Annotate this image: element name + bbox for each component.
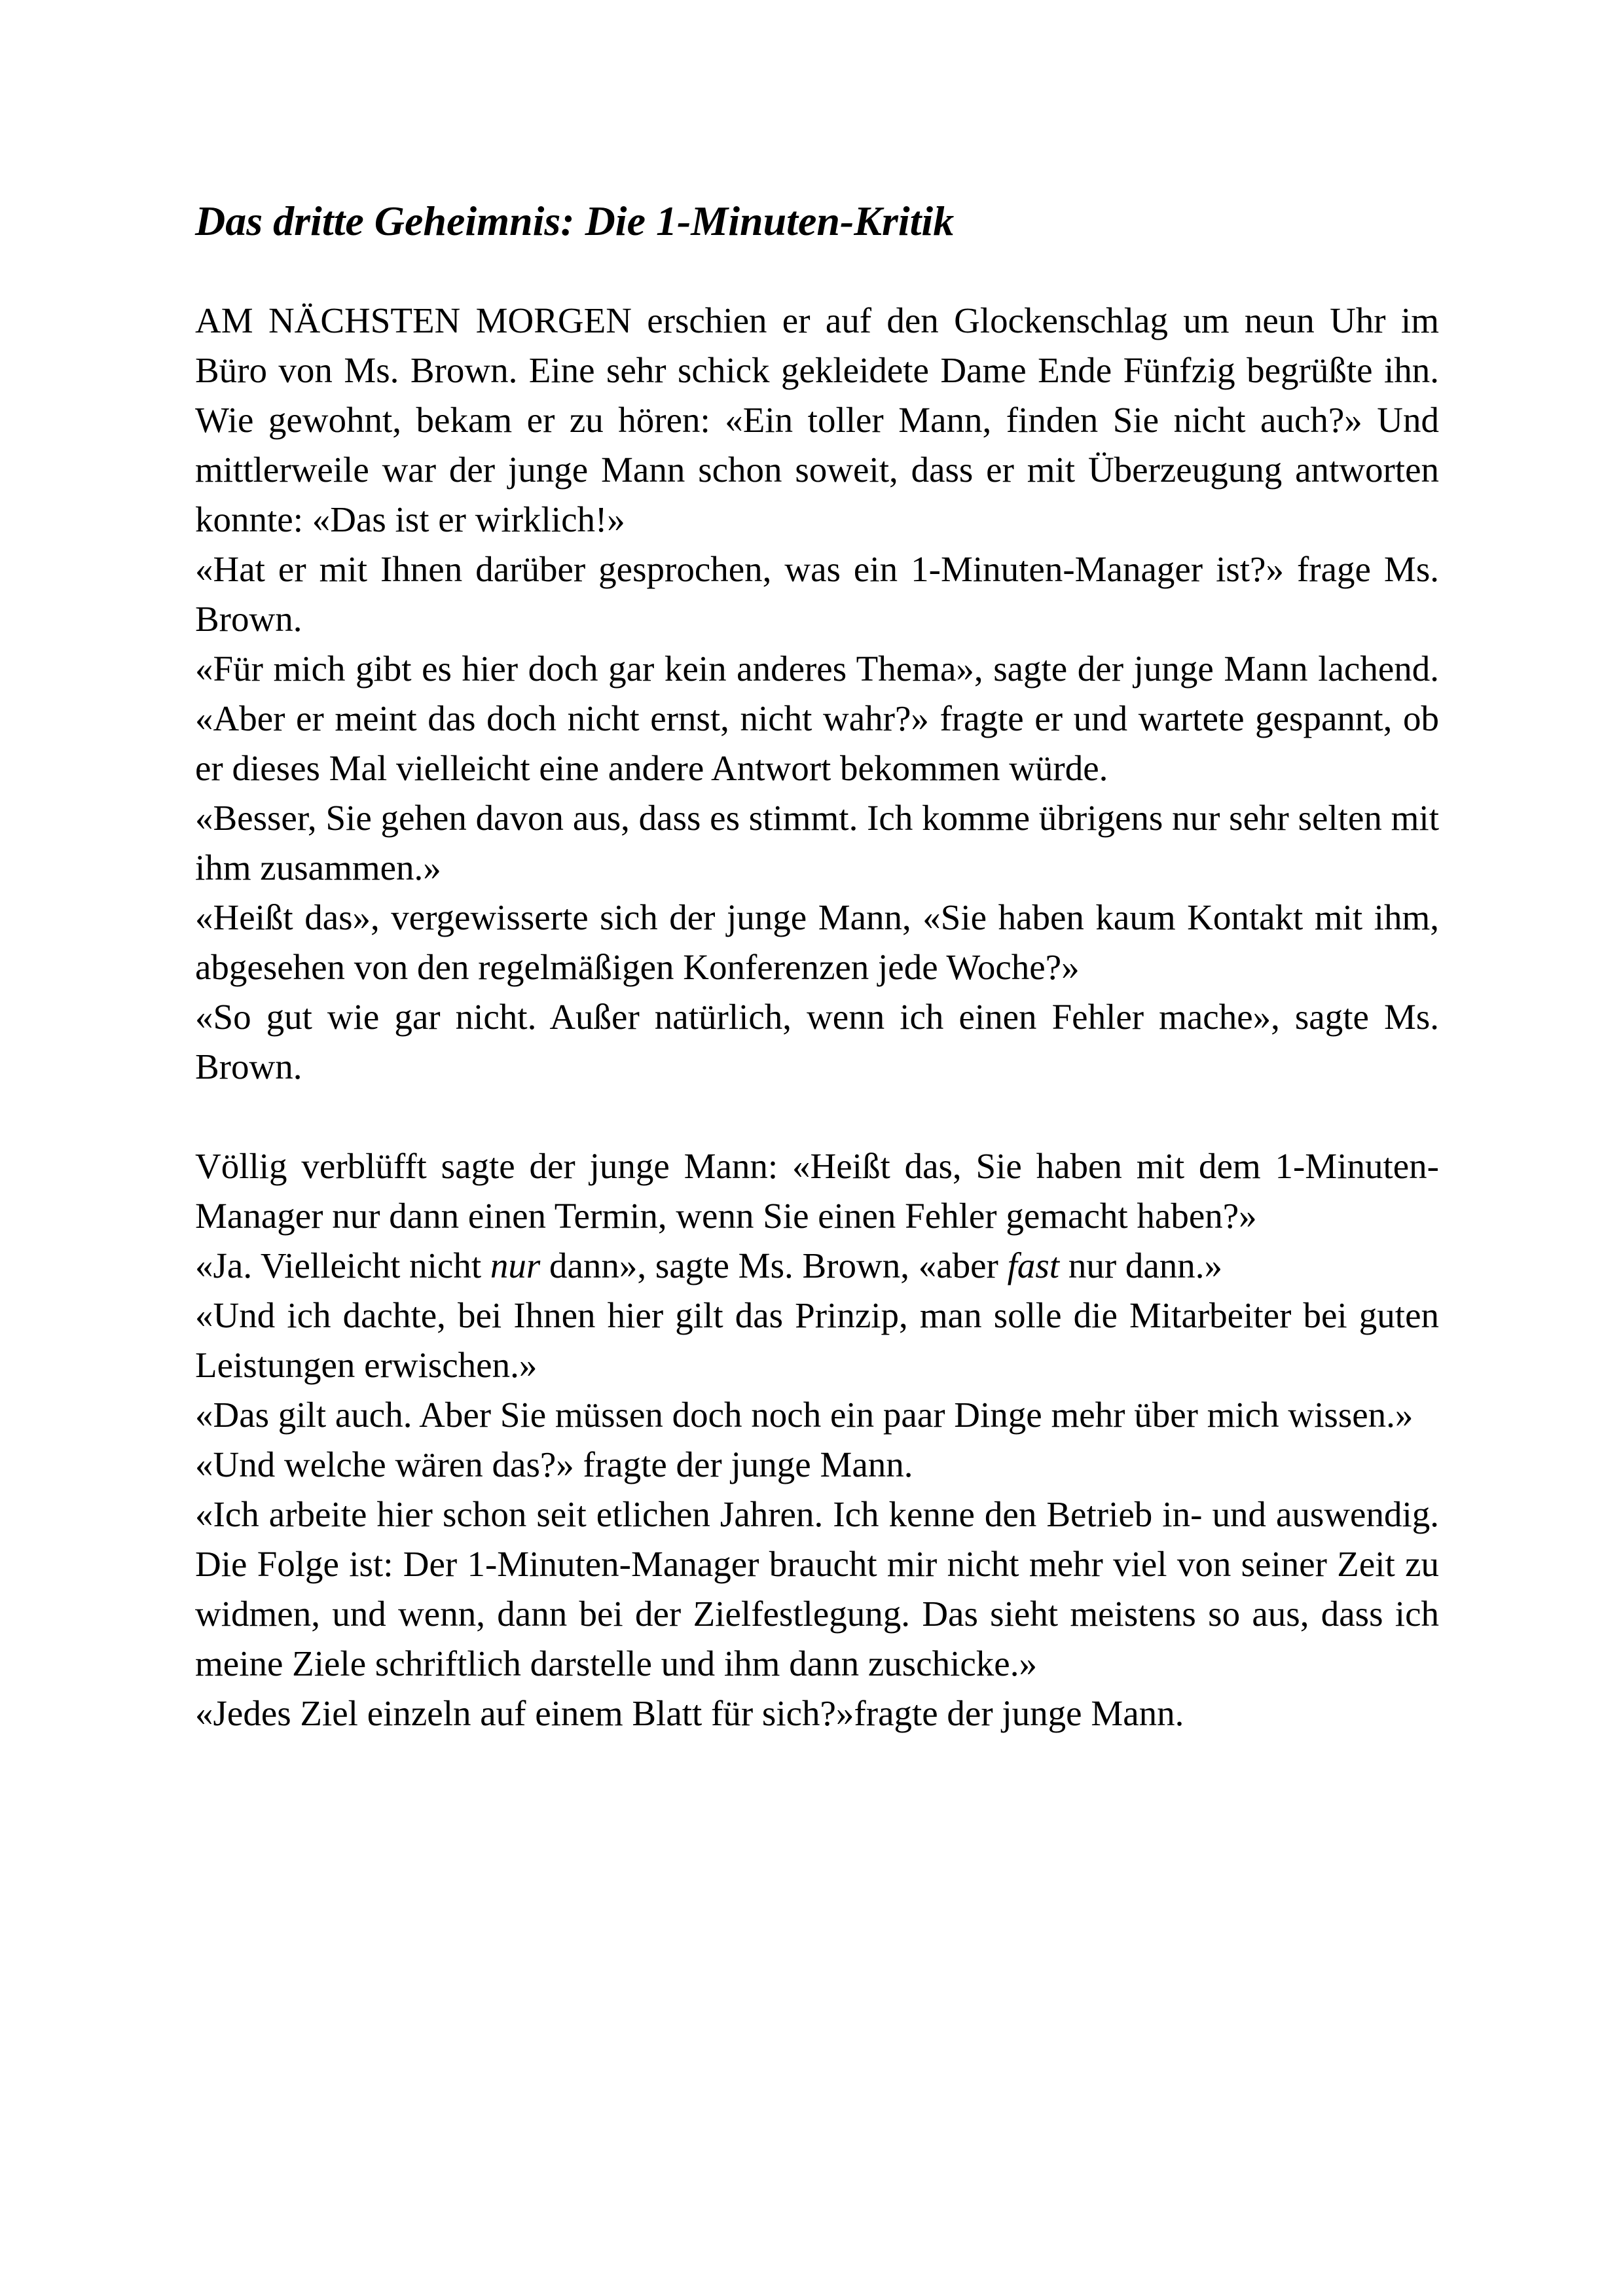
emphasis-text: fast — [1007, 1246, 1060, 1285]
document-page — [195, 194, 1439, 1738]
paragraph-spacer — [195, 1092, 1439, 1141]
paragraph: «Heißt das», vergewisserte sich der junge Mann, «Sie haben kaum Kontakt mit ihm, abgesehen von den regelmäßigen Konferenzen jede Woche?» — [195, 897, 1439, 987]
paragraph: «Für mich gibt es hier doch gar kein anderes Thema», sagte der junge Mann lachend. «Aber er meint das doch nicht ernst, nicht wahr?» fragte er und wartete gespannt, ob er dieses Mal vielleicht eine andere Antwort bekommen würde. — [195, 649, 1439, 788]
paragraph: «Das gilt auch. Aber Sie müssen doch noch ein paar Dinge mehr über mich wissen.» — [195, 1395, 1413, 1435]
paragraph-text: «Ja. Vielleicht nicht — [195, 1246, 490, 1285]
paragraph-text: nur dann.» — [1059, 1246, 1223, 1285]
paragraph: «Und welche wären das?» fragte der junge Mann. — [195, 1444, 913, 1484]
paragraph: «Besser, Sie gehen davon aus, dass es stimmt. Ich komme übrigens nur sehr selten mit ihm zusammen.» — [195, 798, 1439, 888]
paragraph: «So gut wie gar nicht. Außer natürlich, wenn ich einen Fehler mache», sagte Ms. Brown. — [195, 997, 1439, 1086]
chapter-body — [195, 296, 1439, 1738]
paragraph: «Jedes Ziel einzeln auf einem Blatt für sich?»fragte der junge Mann. — [195, 1693, 1184, 1733]
emphasis-text: nur — [490, 1246, 541, 1285]
chapter-title: Das dritte Geheimnis: Die 1-Minuten-Kritik — [195, 198, 955, 244]
paragraph: «Ich arbeite hier schon seit etlichen Jahren. Ich kenne den Betrieb in- und auswendig. Die Folge ist: Der 1-Minuten-Manager braucht mir nicht mehr viel von seiner Zeit zu widmen, und wenn, dann bei der Zielfestlegung. Das sieht meistens so aus, dass ich meine Ziele schriftlich darstelle und ihm dann zuschicke.» — [195, 1494, 1439, 1683]
paragraph: «Und ich dachte, bei Ihnen hier gilt das Prinzip, man solle die Mitarbeiter bei guten Leistungen erwischen.» — [195, 1295, 1439, 1385]
paragraph — [195, 1241, 1439, 1291]
paragraph-text: dann», sagte Ms. Brown, «aber — [540, 1246, 1008, 1285]
paragraph: Völlig verblüfft sagte der junge Mann: «Heißt das, Sie haben mit dem 1-Minuten-Manager nur dann einen Termin, wenn Sie einen Fehler gemacht haben?» — [195, 1146, 1439, 1236]
paragraph: AM NÄCHSTEN MORGEN erschien er auf den Glockenschlag um neun Uhr im Büro von Ms. Brown. Eine sehr schick gekleidete Dame Ende Fünfzig begrüßte ihn. Wie gewohnt, bekam er zu hören: «Ein toller Mann, finden Sie nicht auch?» Und mittlerweile war der junge Mann schon soweit, dass er mit Überzeugung antworten konnte: «Das ist er wirklich!» — [195, 300, 1439, 539]
paragraph: «Hat er mit Ihnen darüber gesprochen, was ein 1-Minuten-Manager ist?» frage Ms. Brown. — [195, 549, 1439, 639]
